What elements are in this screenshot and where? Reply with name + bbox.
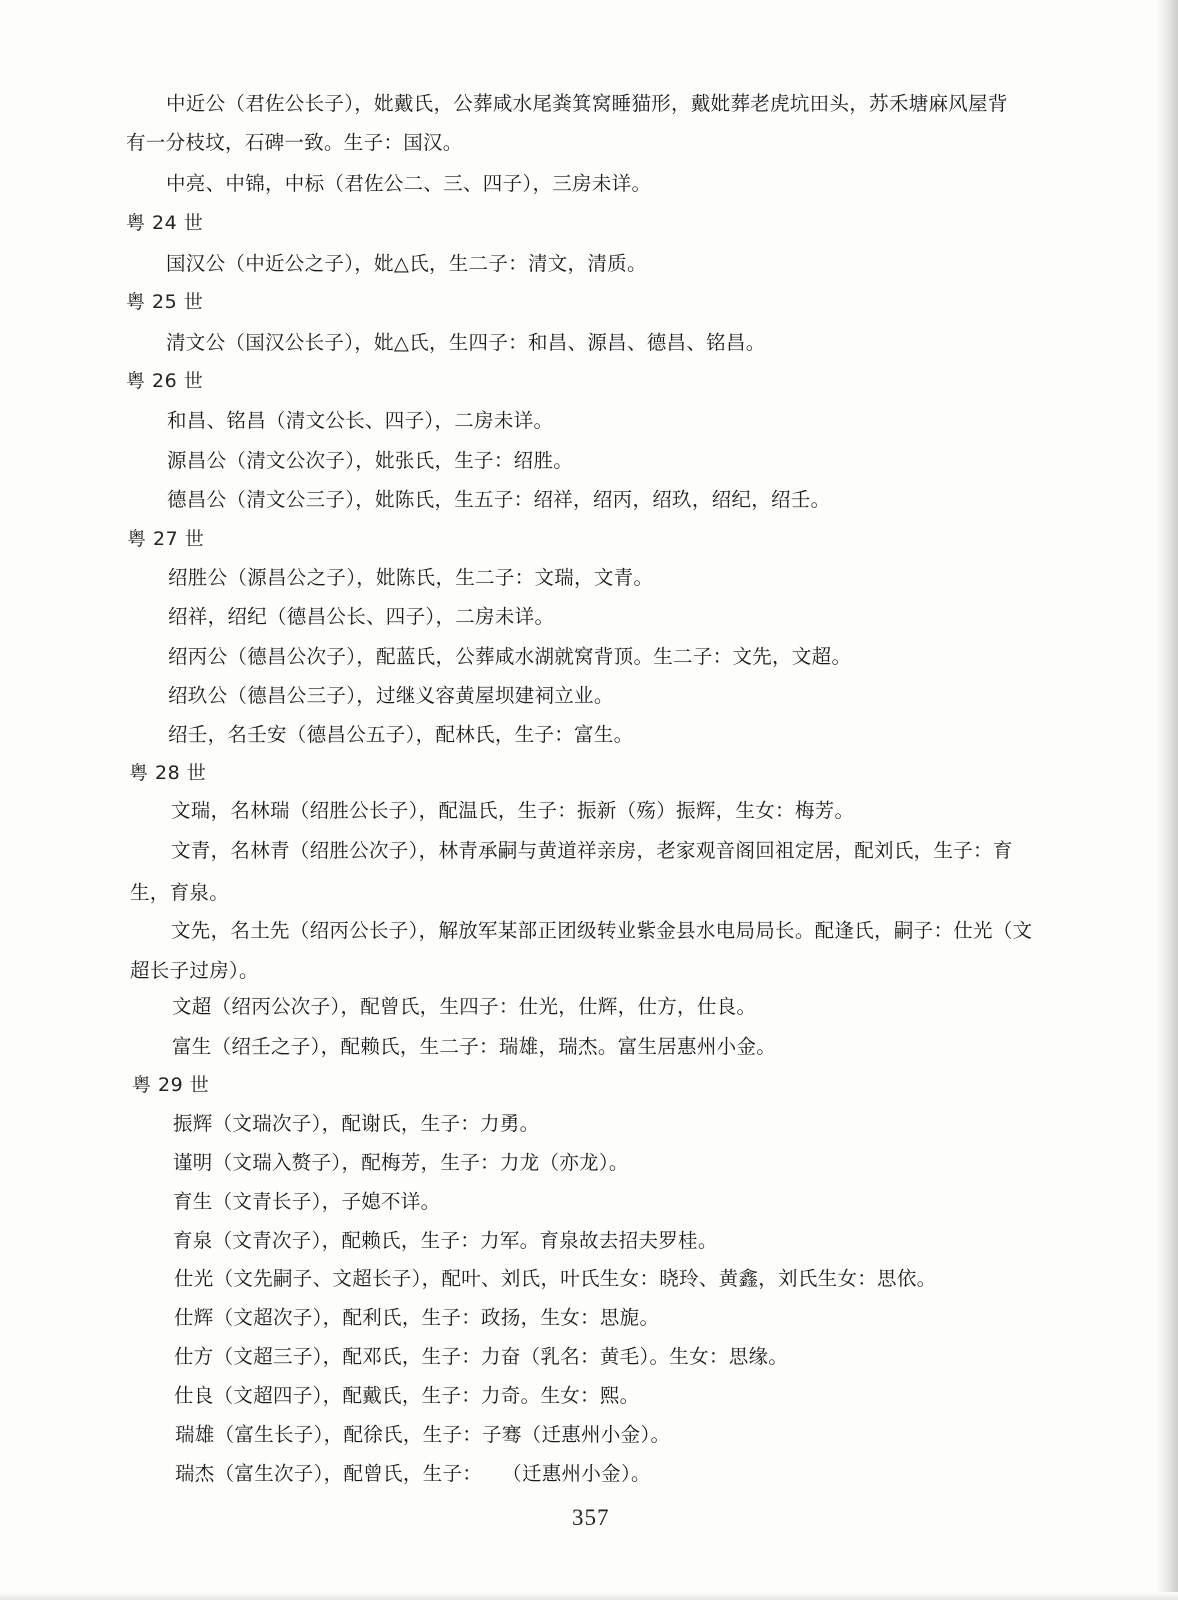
- paragraph: 绍壬，名壬安（德昌公五子），配林氏，生子：富生。: [168, 723, 634, 746]
- paragraph: 文超（绍丙公次子），配曾氏，生四子：仕光，仕辉，仕方，仕良。: [172, 995, 757, 1018]
- generation-heading: 粤 25 世: [126, 291, 204, 313]
- paragraph: 文先，名土先（绍丙公长子），解放军某部正团级转业紫金县水电局局长。配逢氏，嗣子：仕光（文: [171, 919, 1033, 942]
- paragraph: 清文公（国汉公长子），妣△氏，生四子：和昌、源昌、德昌、铭昌。: [166, 331, 766, 354]
- generation-heading: 粤 26 世: [126, 370, 204, 392]
- paragraph-continuation: 生，育泉。: [130, 881, 230, 904]
- paragraph: 仕良（文超四子），配戴氏，生子：力奇。生女：熙。: [174, 1384, 640, 1407]
- generation-heading: 粤 28 世: [129, 762, 207, 784]
- paragraph: 绍丙公（德昌公次子），配蓝氏，公葬咸水湖就窝背顶。生二子：文先，文超。: [168, 645, 852, 668]
- paragraph: 瑞雄（富生长子），配徐氏，生子：子骞（迁惠州小金）。: [175, 1423, 671, 1446]
- paragraph: 和昌、铭昌（清文公长、四子），二房未详。: [167, 409, 554, 432]
- paragraph: 中近公（君佐公长子），妣戴氏，公葬咸水尾粪箕窝睡猫形，戴妣葬老虎坑田头，苏禾塘麻风屋背: [166, 92, 1008, 115]
- paragraph: 绍玖公（德昌公三子），过继义容黄屋坝建祠立业。: [168, 684, 614, 707]
- scan-shadow-edge: [1156, 0, 1178, 1600]
- paragraph: 文瑞，名林瑞（绍胜公长子），配温氏，生子：振新（殇）振辉，生女：梅芳。: [171, 799, 855, 822]
- generation-heading: 粤 27 世: [127, 528, 205, 550]
- paragraph: 育生（文青长子），子媳不详。: [173, 1190, 441, 1213]
- page-number: 357: [572, 1505, 610, 1530]
- scan-shadow-bottom: [0, 1592, 1178, 1600]
- paragraph: 国汉公（中近公之子），妣△氏，生二子：清文，清质。: [166, 252, 647, 275]
- paragraph: 文青，名林青（绍胜公次子），林青承嗣与黄道祥亲房，老家观音阁回祖定居，配刘氏，生子：育: [171, 839, 1013, 862]
- paragraph: 中亮、中锦，中标（君佐公二、三、四子），三房未详。: [166, 172, 652, 195]
- paragraph: 德昌公（清文公三子），妣陈氏，生五子：绍祥，绍丙，绍玖，绍纪，绍壬。: [167, 488, 831, 511]
- paragraph: 仕光（文先嗣子、文超长子），配叶、刘氏，叶氏生女：晓玲、黄鑫，刘氏生女：思依。: [174, 1267, 937, 1290]
- paragraph: 仕方（文超三子），配邓氏，生子：力奋（乳名：黄毛）。生女：思缘。: [174, 1345, 789, 1368]
- paragraph-continuation: 有一分枝坟，石碑一致。生子：国汉。: [126, 131, 463, 154]
- paragraph: 绍祥，绍纪（德昌公长、四子），二房未详。: [168, 605, 555, 628]
- paragraph: 绍胜公（源昌公之子），妣陈氏，生二子：文瑞，文青。: [168, 566, 654, 589]
- generation-heading: 粤 24 世: [126, 212, 204, 234]
- paragraph: 育泉（文青次子），配赖氏，生子：力军。育泉故去招夫罗桂。: [173, 1229, 718, 1252]
- paragraph: 源昌公（清文公次子），妣张氏，生子：绍胜。: [167, 449, 574, 472]
- paragraph: 富生（绍壬之子），配赖氏，生二子：瑞雄，瑞杰。富生居惠州小金。: [172, 1035, 777, 1058]
- paragraph: 瑞杰（富生次子），配曾氏，生子： （迁惠州小金）。: [175, 1462, 651, 1485]
- paragraph-continuation: 超长子过房）。: [130, 959, 259, 982]
- paragraph: 振辉（文瑞次子），配谢氏，生子：力勇。: [173, 1112, 540, 1135]
- paragraph: 仕辉（文超次子），配利氏，生子：政扬，生女：思旎。: [174, 1306, 660, 1329]
- generation-heading: 粤 29 世: [132, 1074, 210, 1096]
- paragraph: 谨明（文瑞入赘子），配梅芳，生子：力龙（亦龙）。: [173, 1151, 629, 1174]
